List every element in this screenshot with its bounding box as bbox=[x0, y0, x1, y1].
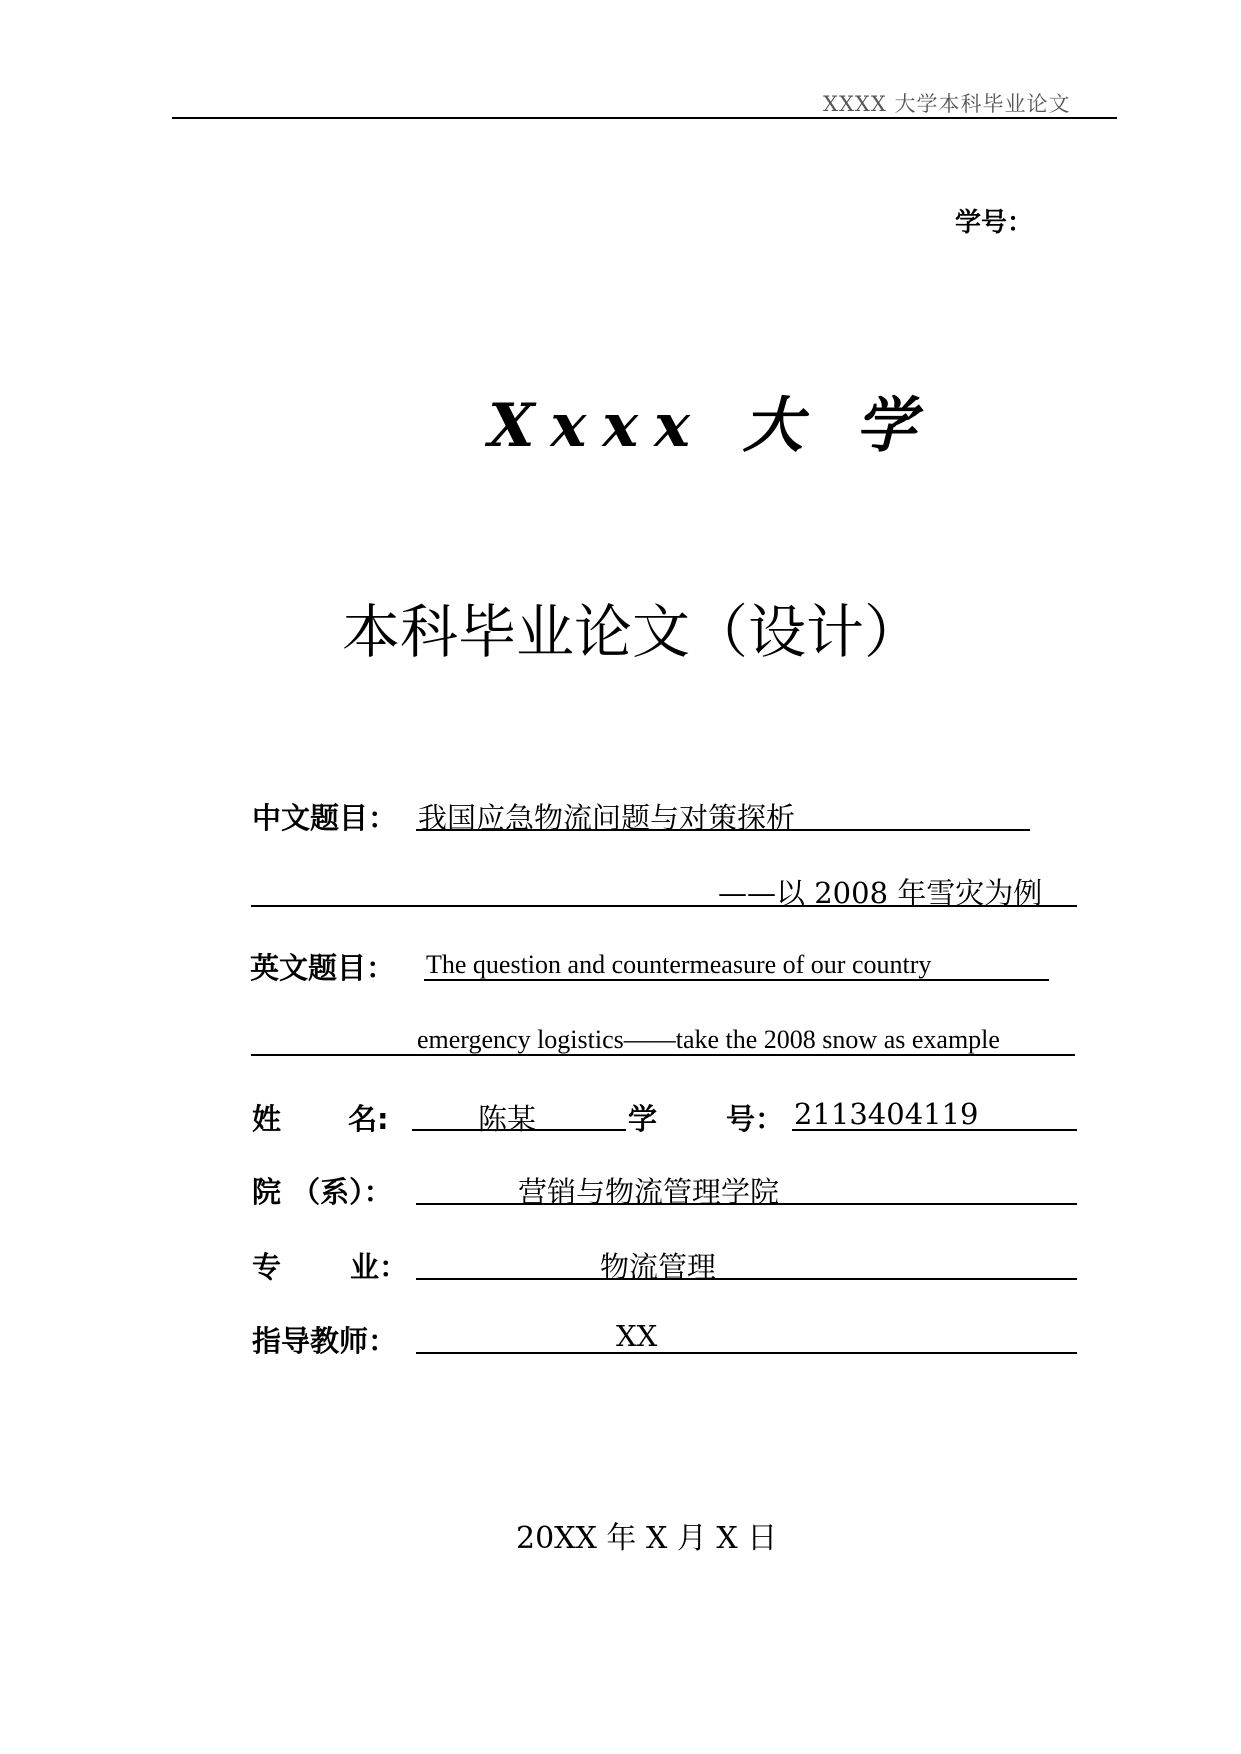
major-value: 物流管理 bbox=[600, 1250, 717, 1284]
student-id-label-char1: 学 bbox=[628, 1102, 658, 1136]
submission-date: 20XX 年 X 月 X 日 bbox=[516, 1521, 778, 1556]
en-title-underline-2 bbox=[251, 1054, 1075, 1056]
student-id-value: 2113404119 bbox=[794, 1097, 979, 1131]
department-value: 营销与物流管理学院 bbox=[518, 1175, 780, 1209]
name-value: 陈某 bbox=[478, 1102, 537, 1136]
advisor-underline bbox=[416, 1352, 1077, 1354]
en-title-label: 英文题目： bbox=[250, 951, 396, 985]
department-label: 院 （系）： bbox=[252, 1175, 393, 1209]
university-name: Xxxx 大 学 bbox=[488, 391, 932, 461]
major-label-char2: 业： bbox=[350, 1250, 409, 1284]
en-title-underline-1 bbox=[424, 979, 1049, 981]
running-header: XXXX 大学本科毕业论文 bbox=[823, 92, 1071, 116]
student-id-label-char2: 号： bbox=[726, 1102, 785, 1136]
name-label-char2: 名: bbox=[348, 1102, 389, 1136]
major-underline bbox=[416, 1278, 1077, 1280]
cn-title-underline-1 bbox=[416, 829, 1030, 831]
student-id-underline bbox=[792, 1129, 1077, 1131]
major-label-char1: 专 bbox=[252, 1250, 282, 1284]
cn-title-line1: 我国应急物流问题与对策探析 bbox=[418, 801, 796, 835]
department-underline bbox=[416, 1203, 1077, 1205]
advisor-value: XX bbox=[616, 1319, 658, 1353]
header-rule bbox=[172, 117, 1117, 119]
cn-title-line2: ——以 2008 年雪灾为例 bbox=[718, 876, 1043, 910]
name-label-char1: 姓 bbox=[252, 1102, 282, 1136]
en-title-line1: The question and countermeasure of our country bbox=[426, 950, 932, 979]
name-underline bbox=[412, 1129, 626, 1131]
en-title-line2: emergency logistics——take the 2008 snow as example bbox=[417, 1025, 1000, 1054]
student-number-label: 学号： bbox=[955, 208, 1034, 238]
document-title: 本科毕业论文（设计） bbox=[342, 598, 923, 666]
advisor-label: 指导教师： bbox=[252, 1324, 398, 1358]
cn-title-label: 中文题目： bbox=[252, 801, 398, 835]
cn-title-underline-2 bbox=[251, 905, 1077, 907]
